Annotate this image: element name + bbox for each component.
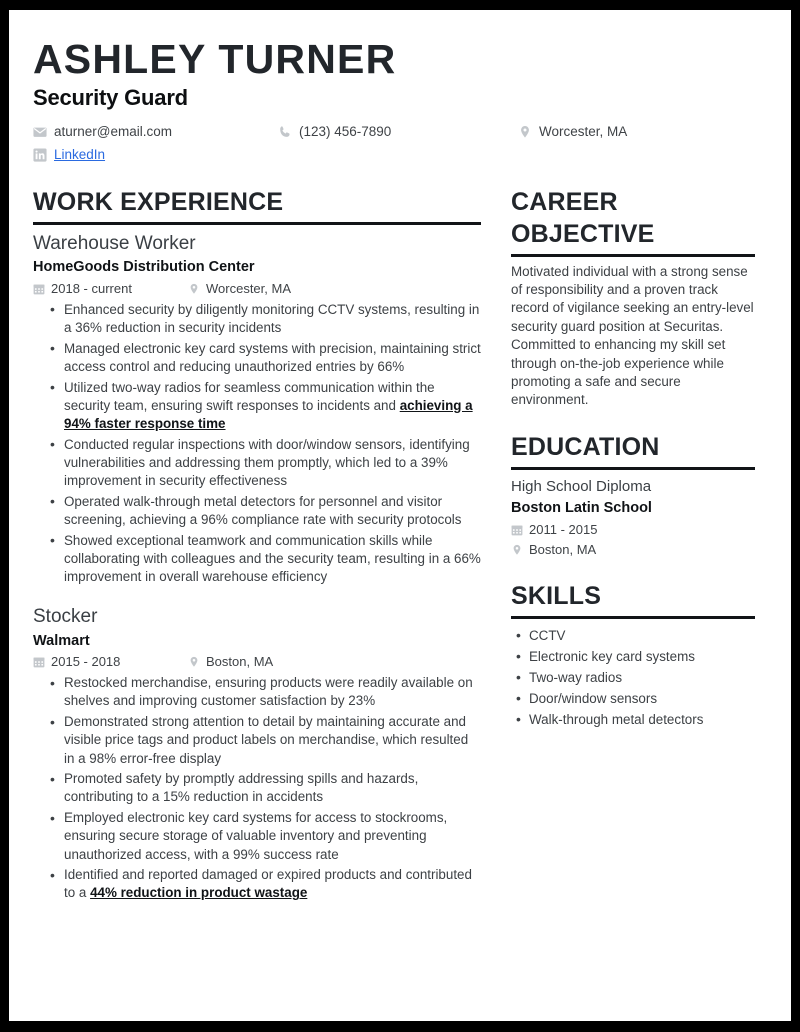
location-pin-icon xyxy=(188,656,200,668)
job-meta xyxy=(33,280,481,298)
calendar-icon xyxy=(33,656,45,668)
education-location xyxy=(511,541,755,559)
contact-linkedin-link[interactable]: LinkedIn xyxy=(54,146,106,162)
location-pin-icon xyxy=(511,544,523,556)
education-rule xyxy=(511,467,755,470)
job-entry xyxy=(33,604,481,902)
contact-row-secondary xyxy=(33,144,767,165)
job-bullet-text: Identified and reported damaged or expired products and contributed to a xyxy=(64,867,472,901)
section-career-objective xyxy=(511,187,755,410)
job-bullet-text: Promoted safety by promptly addressing spills and hazards, contributing to a 15% reduction in accidents xyxy=(64,771,419,805)
candidate-name: ASHLEY TURNER xyxy=(33,36,397,82)
education-title: EDUCATION xyxy=(511,432,660,461)
section-skills xyxy=(511,581,755,730)
job-bullet xyxy=(64,436,481,491)
job-bullet xyxy=(64,770,481,806)
skill-item: • Two-way radios xyxy=(529,667,755,688)
job-bullet-text: Demonstrated strong attention to detail by maintaining accurate and visible price tags and product labels on merchandise, which resulted in a 98% error-free display xyxy=(64,714,469,766)
job-bullet-text: Managed electronic key card systems with precision, maintaining strict access control and reducing unauthorized entries by 66% xyxy=(64,340,481,374)
career-objective-title: CAREER OBJECTIVE xyxy=(511,188,655,248)
job-bullet xyxy=(64,340,481,376)
envelope-icon xyxy=(33,125,47,139)
education-degree: High School Diploma xyxy=(511,477,652,495)
job-location xyxy=(188,280,291,298)
contact-row-primary xyxy=(33,121,767,142)
job-dates xyxy=(33,280,188,298)
linkedin-icon xyxy=(33,148,47,162)
job-bullet-text: Conducted regular inspections with door/window sensors, identifying vulnerabilities and addressing them promptly, which led to a 39% improvement in security effectiveness xyxy=(64,436,470,489)
job-bullet-text: Utilized two-way radios for seamless communication within the security team, ensuring swift responses to incidents and xyxy=(64,379,435,413)
resume-body xyxy=(33,187,767,905)
phone-icon xyxy=(278,125,292,139)
job-bullet-text: Employed electronic key card systems for access to stockrooms, ensuring secure storage of valuable inventory and preventing unauthorized access, with a 99% success rate xyxy=(64,810,448,862)
job-role: Warehouse Worker xyxy=(33,232,196,254)
section-education xyxy=(511,432,755,559)
education-meta xyxy=(511,521,755,559)
skills-rule xyxy=(511,616,755,619)
contact-linkedin[interactable] xyxy=(33,144,278,165)
job-bullet xyxy=(64,379,481,434)
education-dates xyxy=(511,521,755,539)
location-pin-icon xyxy=(518,125,532,139)
skills-list xyxy=(511,625,755,730)
job-location xyxy=(188,653,273,671)
right-column xyxy=(493,187,755,730)
job-location-text: Boston, MA xyxy=(206,654,274,670)
contact-location-text: Worcester, MA xyxy=(539,123,628,139)
contact-location xyxy=(518,121,627,142)
calendar-icon xyxy=(33,283,45,295)
career-objective-text: Motivated individual with a strong sense of responsibility and a proven track record of vigilance seeking an entry-level security guard position at Securitas. Committed to enhancing my skill set through on-the-job experience while promoting a safe and secure environment. xyxy=(511,263,754,408)
job-bullet xyxy=(64,809,481,864)
job-bullet xyxy=(64,713,481,768)
skills-title: SKILLS xyxy=(511,581,602,610)
contact-email-text: aturner@email.com xyxy=(54,123,172,139)
job-bullet-text: Enhanced security by diligently monitoring CCTV systems, resulting in a 36% reduction in security incidents xyxy=(64,301,480,335)
calendar-icon xyxy=(511,524,523,536)
job-bullet-text: Operated walk-through metal detectors for personnel and visitor screening, achieving a 96% compliance rate with security protocols xyxy=(64,493,462,527)
resume-header xyxy=(33,38,767,165)
job-bullet-text: Restocked merchandise, ensuring products were readily available on shelves and improving customer satisfaction by 23% xyxy=(64,675,473,709)
career-objective-rule xyxy=(511,254,755,257)
job-bullet-text: Showed exceptional teamwork and communication skills while collaborating with colleagues and the security team, resulting in a 66% improvement in overall warehouse efficiency xyxy=(64,532,481,585)
education-dates-text: 2011 - 2015 xyxy=(529,521,598,537)
education-school: Boston Latin School xyxy=(511,499,652,516)
job-bullet-highlight: achieving a 94% faster response time xyxy=(64,397,473,431)
contact-email[interactable] xyxy=(33,121,278,142)
job-bullet-highlight: 44% reduction in product wastage xyxy=(90,885,308,901)
job-bullet xyxy=(64,674,481,710)
job-dates xyxy=(33,653,188,671)
skill-item: • Door/window sensors xyxy=(529,688,755,709)
location-pin-icon xyxy=(188,283,200,295)
job-bullet-list xyxy=(33,301,481,587)
education-location-text: Boston, MA xyxy=(529,541,597,557)
job-dates-text: 2018 - current xyxy=(51,280,132,296)
job-list xyxy=(33,231,481,903)
work-experience-rule xyxy=(33,222,481,225)
section-work-experience xyxy=(33,187,481,903)
job-bullet xyxy=(64,532,481,587)
job-role: Stocker xyxy=(33,606,98,628)
skill-item: • CCTV xyxy=(529,625,755,646)
left-column xyxy=(33,187,493,905)
skill-item: • Electronic key card systems xyxy=(529,646,755,667)
skill-item: • Walk-through metal detectors xyxy=(529,709,755,730)
work-experience-title: WORK EXPERIENCE xyxy=(33,188,284,217)
job-bullet xyxy=(64,493,481,529)
contact-phone-text: (123) 456-7890 xyxy=(299,123,392,139)
job-location-text: Worcester, MA xyxy=(206,280,292,296)
job-bullet xyxy=(64,301,481,337)
job-company: Walmart xyxy=(33,632,90,649)
candidate-job-title: Security Guard xyxy=(33,85,188,111)
job-bullet xyxy=(64,866,481,902)
contact-phone[interactable] xyxy=(278,121,518,142)
job-bullet-list xyxy=(33,674,481,902)
job-meta xyxy=(33,653,481,671)
resume-page xyxy=(9,10,791,1021)
job-dates-text: 2015 - 2018 xyxy=(51,654,121,670)
job-company: HomeGoods Distribution Center xyxy=(33,259,255,276)
job-entry xyxy=(33,231,481,586)
